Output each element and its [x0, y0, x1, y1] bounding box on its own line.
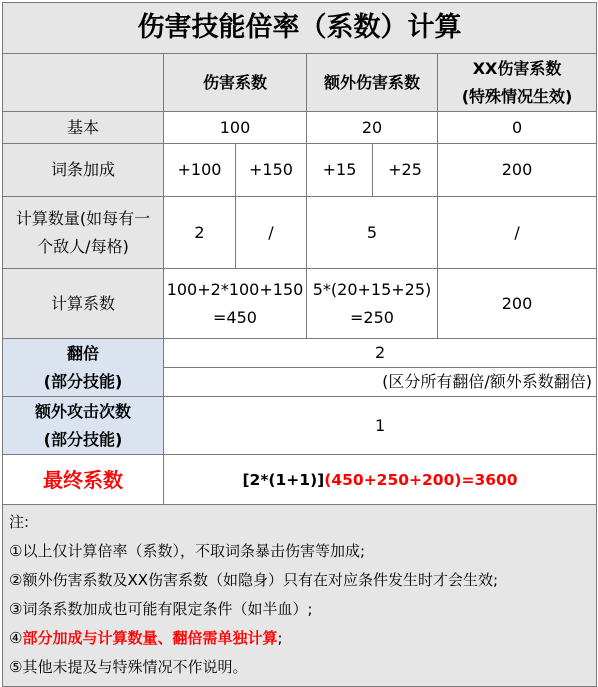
cell-affix-damage-b: +150 [236, 144, 307, 197]
row-label-multiplier-line1: 翻倍 [66, 343, 99, 363]
note-item-1: ①以上仅计算倍率（系数），不取词条暴击伤害等加成; [9, 542, 366, 560]
header-extra-damage-coef: 额外伤害系数 [307, 54, 438, 112]
row-label-count-line1: 计算数量(如每有一 [15, 208, 151, 228]
row-label-base: 基本 [3, 112, 164, 144]
cell-coef-extra-line1: 5*(20+15+25) [312, 279, 432, 299]
header-xx-damage-coef [438, 54, 597, 112]
cell-base-extra: 20 [307, 112, 438, 144]
cell-affix-extra-a: +15 [307, 144, 373, 197]
row-label-count-line2: 个敌人/每格) [37, 236, 129, 256]
header-damage-coef: 伤害系数 [164, 54, 307, 112]
note-item-4-prefix: ④ [9, 629, 23, 647]
row-label-multiplier-line2: (部分技能) [43, 371, 123, 391]
cell-base-xx: 0 [438, 112, 597, 144]
cell-affix-damage-a: +100 [164, 144, 236, 197]
cell-affix-xx: 200 [438, 144, 597, 197]
note-item-5: ⑤其他未提及与特殊情况不作说明。 [9, 658, 248, 676]
cell-extra-attacks-value: 1 [164, 397, 597, 455]
note-item-2: ②额外伤害系数及XX伤害系数（如隐身）只有在对应条件发生时才会生效; [9, 571, 499, 589]
note-item-4 [9, 624, 590, 653]
cell-multiplier-note: (区分所有翻倍/额外系数翻倍) [164, 368, 597, 397]
cell-base-damage: 100 [164, 112, 307, 144]
cell-multiplier-value: 2 [164, 339, 597, 368]
cell-count-damage-b: / [236, 197, 307, 269]
cell-affix-extra-b: +25 [373, 144, 438, 197]
header-xx-line1: XX伤害系数 [472, 58, 562, 78]
header-xx-line2: (特殊情况生效) [461, 86, 573, 106]
final-formula-sum: (450+250+200)=3600 [324, 470, 518, 489]
cell-coef-damage-line2: =450 [213, 307, 257, 327]
page-title: 伤害技能倍率（系数）计算 [3, 3, 597, 54]
cell-final-formula [164, 455, 597, 505]
notes-heading: 注: [9, 513, 30, 531]
notes-panel [3, 505, 597, 687]
row-label-count [3, 197, 164, 269]
note-item-3: ③词条系数加成也可能有限定条件（如半血）; [9, 600, 313, 618]
row-label-extra-attacks-line2: (部分技能) [43, 429, 123, 449]
cell-count-extra: 5 [307, 197, 438, 269]
cell-count-damage-a: 2 [164, 197, 236, 269]
row-label-extra-attacks [3, 397, 164, 455]
note-item-4-emphasis: 部分加成与计算数量、翻倍需单独计算 [22, 629, 278, 647]
row-label-coef: 计算系数 [3, 269, 164, 339]
cell-coef-xx: 200 [438, 269, 597, 339]
coefficient-sheet [2, 2, 596, 687]
cell-count-xx: / [438, 197, 597, 269]
row-label-extra-attacks-line1: 额外攻击次数 [34, 401, 131, 421]
cell-coef-damage [164, 269, 307, 339]
note-item-4-suffix: ; [277, 629, 283, 647]
row-label-final: 最终系数 [3, 455, 164, 505]
cell-coef-extra-line2: =250 [350, 307, 394, 327]
header-corner [3, 54, 164, 112]
row-label-affix: 词条加成 [3, 144, 164, 197]
coefficient-table [2, 2, 597, 687]
final-formula-multiplier: [2*(1+1)] [242, 470, 325, 489]
row-label-multiplier [3, 339, 164, 397]
cell-coef-damage-line1: 100+2*100+150 [166, 279, 304, 299]
cell-coef-extra [307, 269, 438, 339]
